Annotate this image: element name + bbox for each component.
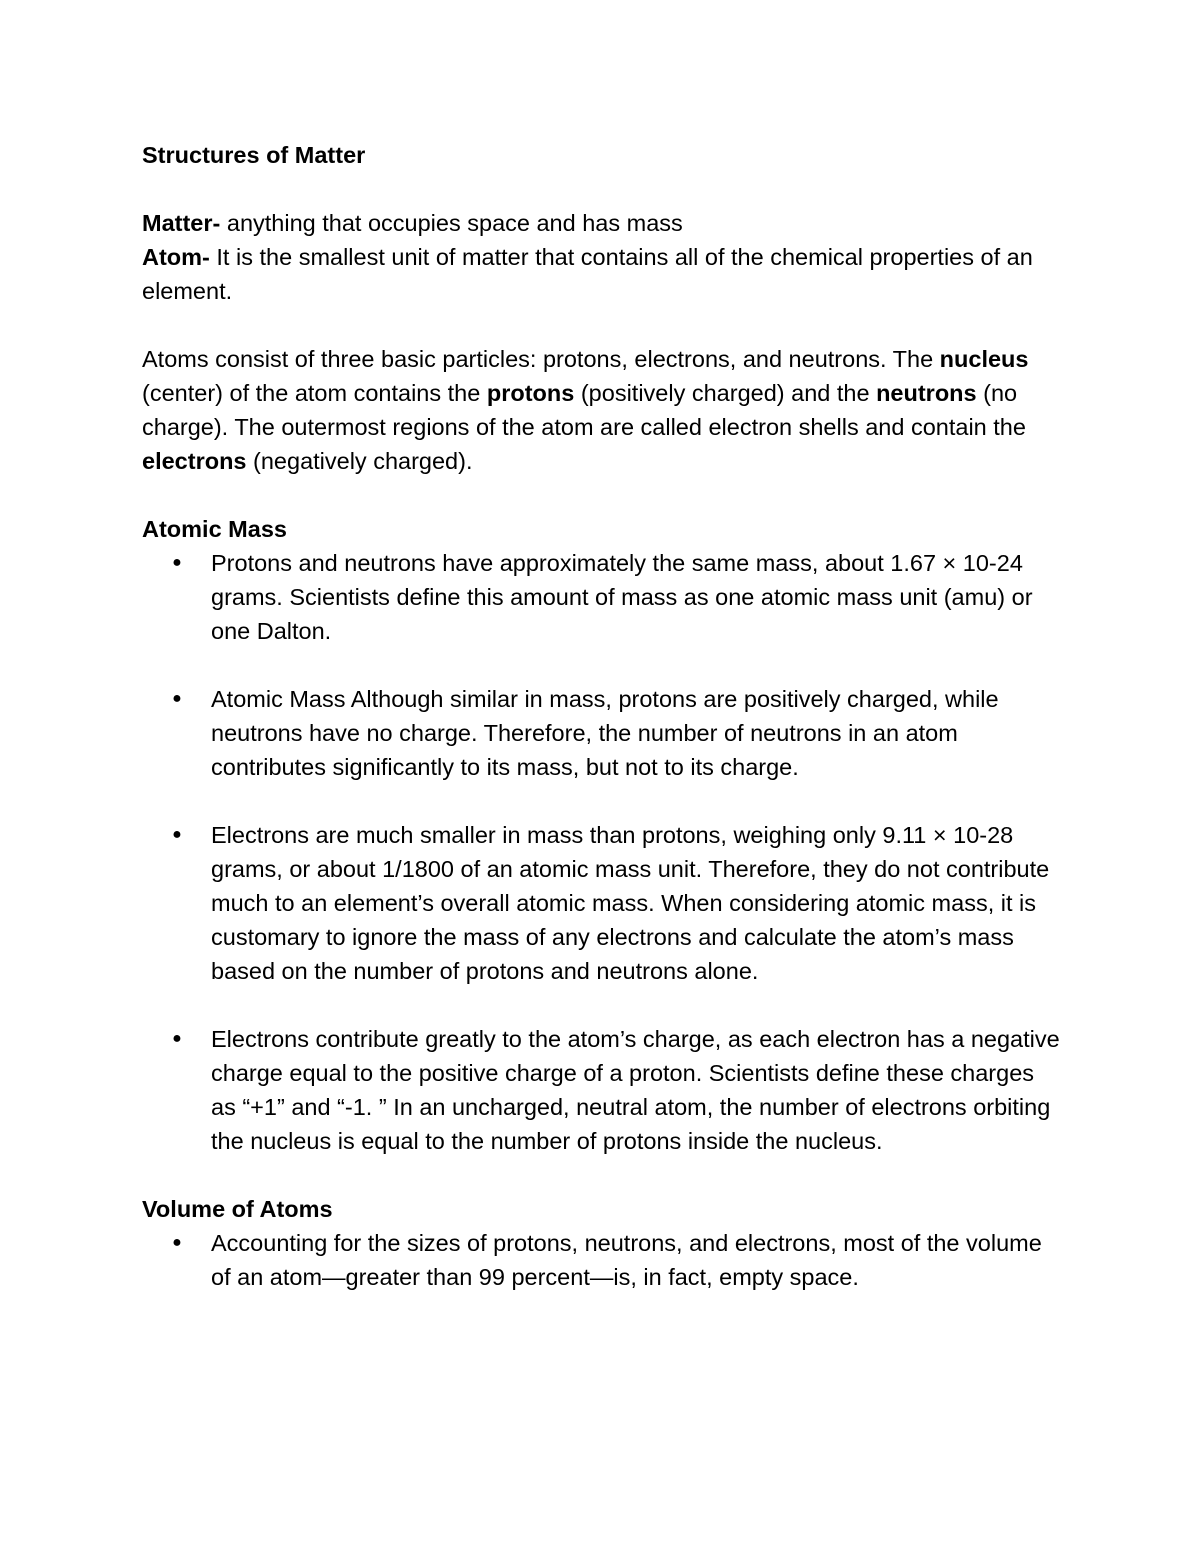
term-electrons: electrons (142, 448, 247, 474)
intro-text: (no charge). The outermost regions of the atom are called electron shells and contain the (142, 380, 1026, 440)
list-item (142, 682, 1062, 784)
definition-matter (142, 206, 1062, 240)
term-neutrons: neutrons (876, 380, 977, 406)
list-item-text: Atomic Mass Although similar in mass, protons are positively charged, while neutrons have no charge. Therefore, the number of neutrons in an atom contributes significantly to its mass, but not to its charge. (211, 686, 999, 780)
atomic-mass-list (142, 546, 1062, 1158)
list-item (142, 1226, 1062, 1294)
term-matter: Matter- (142, 210, 221, 236)
spacer (142, 1158, 1062, 1192)
spacer (142, 308, 1062, 342)
list-item (142, 1022, 1062, 1158)
list-item-text: Electrons contribute greatly to the atom’s charge, as each electron has a negative charge equal to the positive charge of a proton. Scientists define these charges as “+1” and “-1. ” In an uncharged, neutral atom, the number of electrons orbiting the nucleus is equal to the number of protons inside the nucleus. (211, 1026, 1060, 1154)
intro-text: (positively charged) and the (574, 380, 877, 406)
term-protons: protons (486, 380, 575, 406)
definition-atom (142, 240, 1062, 308)
list-item-text: Protons and neutrons have approximately the same mass, about 1.67 × 10-24 grams. Scientists define this amount of mass as one atomic mass unit (amu) or one Dalton. (211, 550, 1033, 644)
list-item (142, 818, 1062, 988)
spacer (142, 478, 1062, 512)
document-page (142, 138, 1062, 1294)
intro-text: (negatively charged). (246, 448, 473, 474)
document-title: Structures of Matter (142, 142, 366, 168)
intro-paragraph (142, 342, 1062, 478)
term-nucleus: nucleus (939, 346, 1029, 372)
section-heading-atomic-mass: Atomic Mass (142, 516, 287, 542)
bullet-icon: ● (172, 1234, 182, 1251)
bullet-icon: ● (172, 1030, 182, 1047)
bullet-icon: ● (172, 554, 182, 571)
list-item-text: Electrons are much smaller in mass than protons, weighing only 9.11 × 10-28 grams, or about 1/1800 of an atomic mass unit. Therefore, they do not contribute much to an element’s overall atomic mass. When considering atomic mass, it is customary to ignore the mass of any electrons and calculate the atom’s mass based on the number of protons and neutrons alone. (211, 822, 1050, 984)
list-item-text: Accounting for the sizes of protons, neutrons, and electrons, most of the volume of an atom—greater than 99 percent—is, in fact, empty space. (211, 1230, 1042, 1290)
term-atom: Atom- (142, 244, 210, 270)
bullet-icon: ● (172, 690, 182, 707)
definition-matter-text: anything that occupies space and has mass (220, 210, 683, 236)
definition-atom-text: It is the smallest unit of matter that contains all of the chemical properties of an element. (142, 244, 1033, 304)
section-heading-volume: Volume of Atoms (142, 1196, 333, 1222)
list-item (142, 546, 1062, 648)
volume-list (142, 1226, 1062, 1294)
spacer (142, 172, 1062, 206)
bullet-icon: ● (172, 826, 182, 843)
intro-text: Atoms consist of three basic particles: protons, electrons, and neutrons. The (142, 346, 940, 372)
intro-text: (center) of the atom contains the (142, 380, 487, 406)
